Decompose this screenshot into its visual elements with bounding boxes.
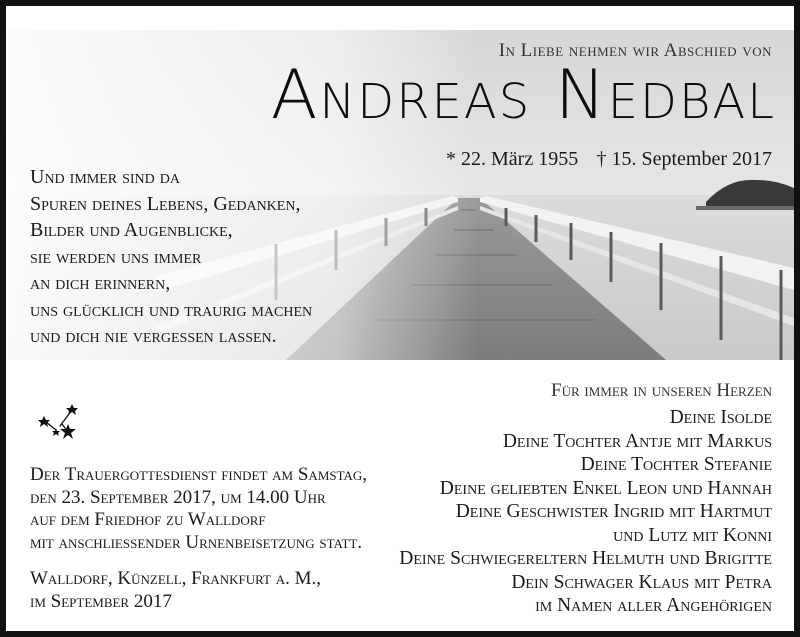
mourner-line: Deine Isolde bbox=[669, 407, 772, 428]
service-line: den 23. September 2017, um 14.00 Uhr bbox=[30, 486, 326, 508]
mourners-list bbox=[399, 406, 772, 618]
mourner-line: Deine geliebten Enkel Leon und Hannah bbox=[439, 477, 772, 499]
places-line: im September 2017 bbox=[30, 590, 172, 612]
mourner-line: Deine Tochter Antje mit Markus bbox=[502, 430, 772, 452]
farewell-line: In Liebe nehmen wir Abschied von bbox=[498, 40, 772, 61]
deceased-name: Andreas Nedbal bbox=[270, 56, 776, 135]
mourner-line: im Namen aller Angehörigen bbox=[535, 595, 772, 616]
poem-line: uns glücklich und traurig machen bbox=[30, 298, 313, 321]
poem-line: Und immer sind da bbox=[30, 166, 181, 188]
mourner-line: Dein Schwager Klaus mit Petra bbox=[511, 571, 772, 593]
service-info bbox=[30, 464, 367, 554]
service-line: auf dem Friedhof zu Walldorf bbox=[30, 509, 266, 530]
service-line: Der Trauergottesdienst findet am Samstag, bbox=[30, 464, 368, 485]
obituary-card bbox=[6, 6, 794, 631]
heart-line: Für immer in unseren Herzen bbox=[551, 380, 772, 401]
places-date bbox=[30, 568, 321, 613]
mourner-line: Deine Tochter Stefanie bbox=[580, 454, 772, 475]
service-line: mit anschliessender Urnenbeisetzung statt. bbox=[30, 531, 363, 553]
mourner-line: Deine Schwiegereltern Helmuth und Brigitte bbox=[399, 548, 772, 569]
birth-date: * 22. März 1955 bbox=[446, 148, 579, 170]
poem-line: Spuren deines Lebens, Gedanken, bbox=[30, 192, 301, 215]
poem bbox=[30, 164, 312, 350]
poem-line: an dich erinnern, bbox=[30, 272, 171, 294]
mourner-line: Deine Geschwister Ingrid mit Hartmut bbox=[455, 501, 772, 522]
poem-line: sie werden uns immer bbox=[30, 245, 202, 268]
death-date: † 15. September 2017 bbox=[596, 148, 772, 170]
poem-line: und dich nie vergessen lassen. bbox=[30, 325, 277, 347]
places-line: Walldorf, Künzell, Frankfurt a. M., bbox=[30, 568, 322, 589]
flowers-icon bbox=[32, 402, 80, 442]
mourner-line: und Lutz mit Konni bbox=[613, 524, 772, 546]
poem-line: Bilder und Augenblicke, bbox=[30, 219, 233, 241]
